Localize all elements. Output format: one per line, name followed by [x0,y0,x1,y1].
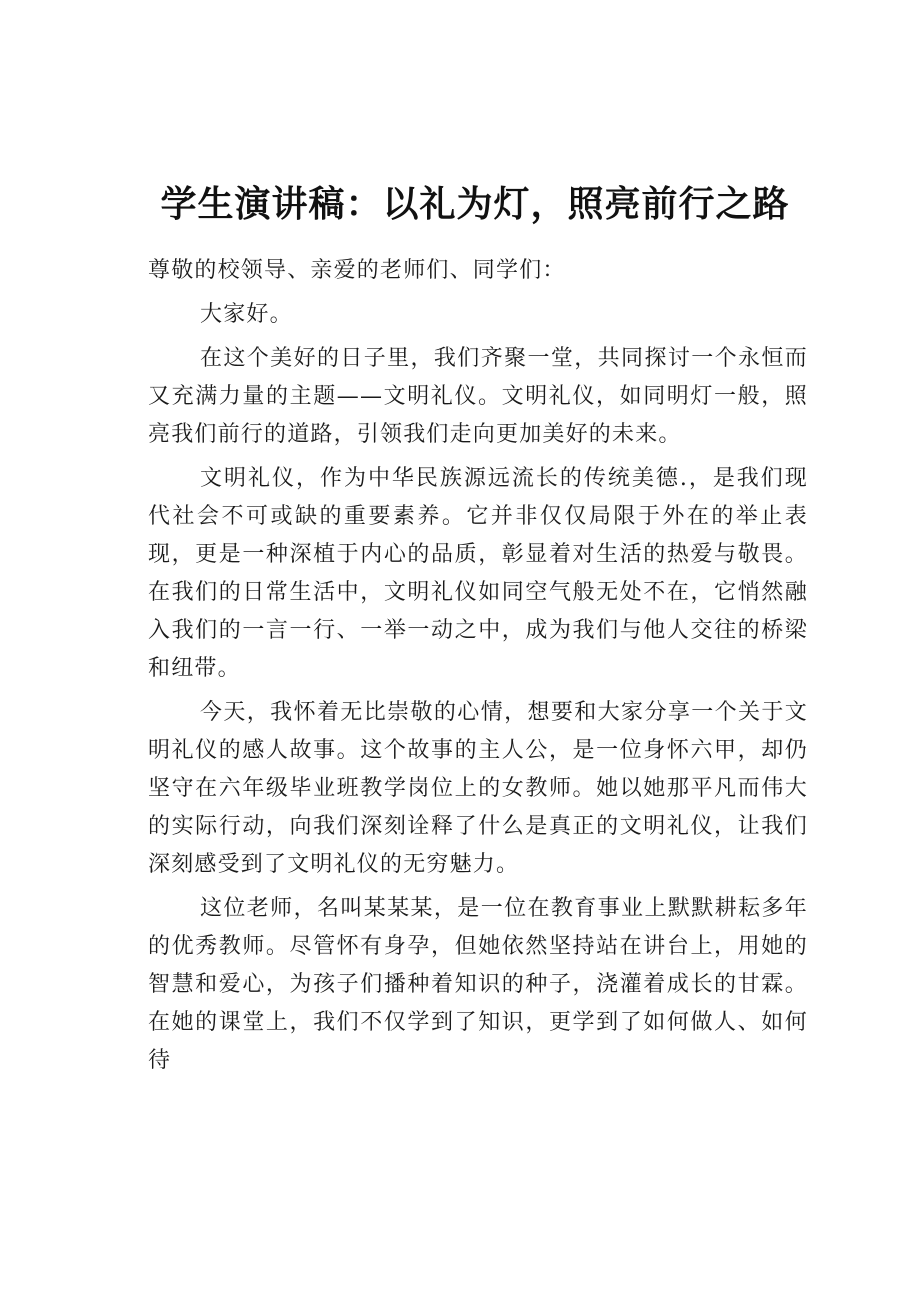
paragraph-intro: 在这个美好的日子里，我们齐聚一堂，共同探讨一个永恒而又充满力量的主题——文明礼仪。文明礼仪，如同明灯一般，照亮我们前行的道路，引领我们走向更加美好的未来。 [148,346,808,447]
paragraph-etiquette-definition: 文明礼仪，作为中华民族源远流长的传统美德.，是我们现代社会不可或缺的重要素养。它并非仅仅局限于外在的举止表现，更是一种深植于内心的品质，彰显着对生活的热爱与敬畏。在我们的日常生活中，文明礼仪如同空气般无处不在，它悄然融入我们的一言一行、一举一动之中，成为我们与他人交往的桥梁和纽带。 [148,466,808,681]
salutation: 尊敬的校领导、亲爱的老师们、同学们： [148,258,566,283]
paragraph-greeting: 大家好。 [200,302,293,327]
page-title: 学生演讲稿：以礼为灯，照亮前行之路 [160,183,790,226]
paragraph-teacher-story: 这位老师，名叫某某某，是一位在教育事业上默默耕耘多年的优秀教师。尽管怀有身孕，但她依然坚持站在讲台上，用她的智慧和爱心，为孩子们播种着知识的种子，浇灌着成长的甘霖。在她的课堂上，我们不仅学到了知识，更学到了如何做人、如何待 [148,896,808,1073]
speech-body [148,252,808,1086]
paragraph-story-intro: 今天，我怀着无比崇敬的心情，想要和大家分享一个关于文明礼仪的感人故事。这个故事的主人公，是一位身怀六甲，却仍坚守在六年级毕业班教学岗位上的女教师。她以她那平凡而伟大的实际行动，向我们深刻诠释了什么是真正的文明礼仪，让我们深刻感受到了文明礼仪的无穷魅力。 [148,700,808,877]
